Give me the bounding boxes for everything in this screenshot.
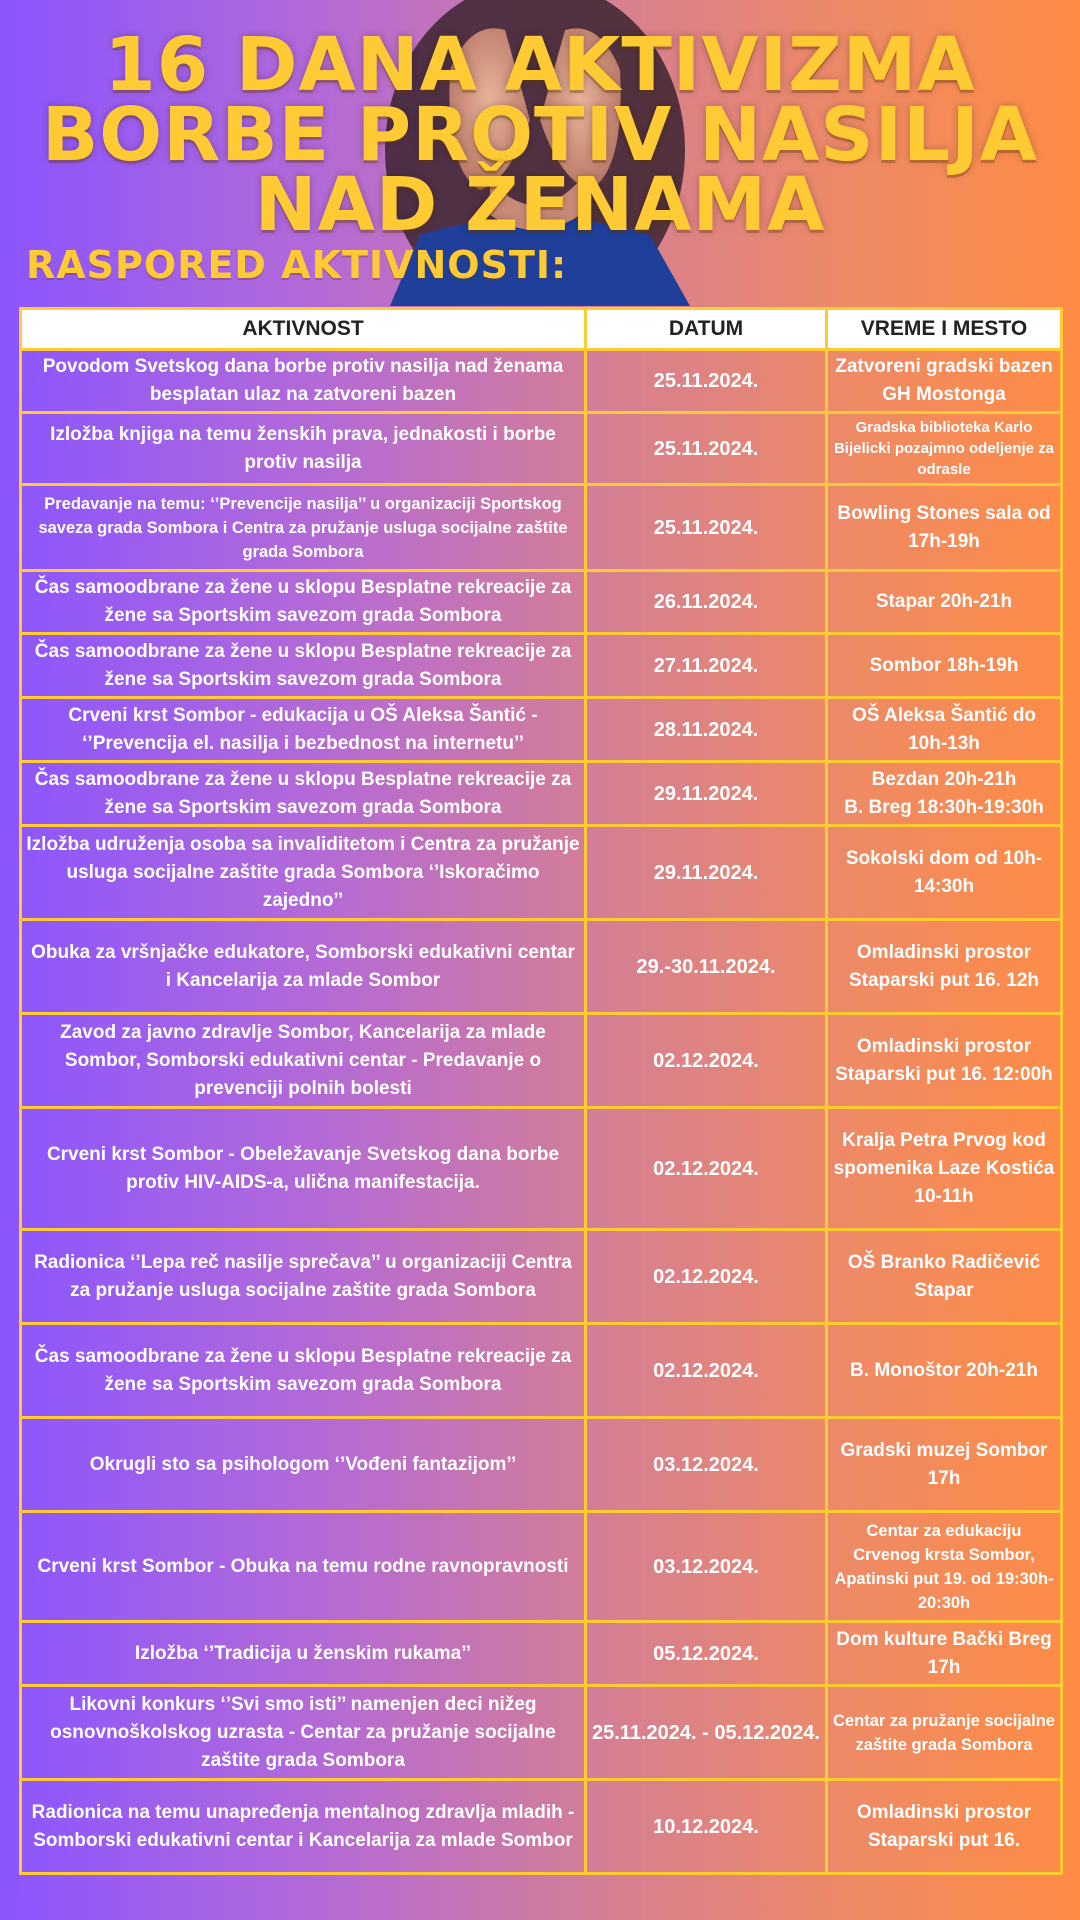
place-cell: Omladinski prostor Staparski put 16. 12:00h: [827, 1014, 1062, 1108]
schedule-table: [19, 307, 1063, 1875]
page-title: [0, 22, 1080, 248]
date-cell: 25.11.2024.: [586, 350, 827, 413]
table-row: [21, 634, 1062, 698]
table-row: [21, 413, 1062, 485]
activity-cell: Radionica na temu unapređenja mentalnog zdravlja mladih - Somborski edukativni centar i Kancelarija za mlade Sombor: [21, 1780, 586, 1874]
place-cell: B. Monoštor 20h-21h: [827, 1324, 1062, 1418]
column-header-time-place: VREME I MESTO: [827, 309, 1062, 350]
place-cell: Bowling Stones sala od 17h-19h: [827, 485, 1062, 571]
activity-cell: Izložba ‘’Tradicija u ženskim rukama’’: [21, 1622, 586, 1686]
date-cell: 02.12.2024.: [586, 1108, 827, 1230]
date-cell: 27.11.2024.: [586, 634, 827, 698]
place-cell: Centar za edukaciju Crvenog krsta Sombor, Apatinski put 19. od 19:30h-20:30h: [827, 1512, 1062, 1622]
activity-cell: Povodom Svetskog dana borbe protiv nasilja nad ženama besplatan ulaz na zatvoreni bazen: [21, 350, 586, 413]
table-row: [21, 1780, 1062, 1874]
table-row: [21, 1512, 1062, 1622]
place-cell: Gradska biblioteka Karlo Bijelicki pozajmno odeljenje za odrasle: [827, 413, 1062, 485]
place-cell: Dom kulture Bački Breg 17h: [827, 1622, 1062, 1686]
activity-cell: Okrugli sto sa psihologom ‘’Vođeni fantazijom’’: [21, 1418, 586, 1512]
activity-cell: Obuka za vršnjačke edukatore, Somborski edukativni centar i Kancelarija za mlade Sombor: [21, 920, 586, 1014]
place-cell: OŠ Branko Radičević Stapar: [827, 1230, 1062, 1324]
date-cell: 10.12.2024.: [586, 1780, 827, 1874]
schedule-heading: RASPORED AKTIVNOSTI:: [26, 243, 568, 287]
column-header-activity: AKTIVNOST: [21, 309, 586, 350]
table-row: [21, 826, 1062, 920]
activity-cell: Čas samoodbrane za žene u sklopu Besplatne rekreacije za žene sa Sportskim savezom grada Sombora: [21, 762, 586, 826]
title-line-3: NAD ŽENAMA: [254, 162, 826, 248]
activity-cell: Čas samoodbrane za žene u sklopu Besplatne rekreacije za žene sa Sportskim savezom grada Sombora: [21, 1324, 586, 1418]
date-cell: 03.12.2024.: [586, 1418, 827, 1512]
place-cell: Bezdan 20h-21h B. Breg 18:30h-19:30h: [827, 762, 1062, 826]
table-row: [21, 485, 1062, 571]
table-row: [21, 698, 1062, 762]
date-cell: 25.11.2024. - 05.12.2024.: [586, 1686, 827, 1780]
table-header-row: [21, 309, 1062, 350]
date-cell: 03.12.2024.: [586, 1512, 827, 1622]
activity-cell: Zavod za javno zdravlje Sombor, Kancelarija za mlade Sombor, Somborski edukativni centar - Predavanje o prevenciji polnih bolesti: [21, 1014, 586, 1108]
place-cell: Stapar 20h-21h: [827, 571, 1062, 634]
place-cell: Zatvoreni gradski bazen GH Mostonga: [827, 350, 1062, 413]
table-row: [21, 1418, 1062, 1512]
activity-cell: Izložba udruženja osoba sa invaliditetom i Centra za pružanje usluga socijalne zaštite grada Sombora ‘’Iskoračimo zajedno’’: [21, 826, 586, 920]
place-cell: Gradski muzej Sombor 17h: [827, 1418, 1062, 1512]
activity-cell: Čas samoodbrane za žene u sklopu Besplatne rekreacije za žene sa Sportskim savezom grada Sombora: [21, 634, 586, 698]
column-header-date: DATUM: [586, 309, 827, 350]
table-row: [21, 1230, 1062, 1324]
date-cell: 29.11.2024.: [586, 826, 827, 920]
activity-cell: Izložba knjiga na temu ženskih prava, jednakosti i borbe protiv nasilja: [21, 413, 586, 485]
table-row: [21, 1622, 1062, 1686]
date-cell: 25.11.2024.: [586, 413, 827, 485]
date-cell: 02.12.2024.: [586, 1230, 827, 1324]
table-row: [21, 1686, 1062, 1780]
date-cell: 02.12.2024.: [586, 1324, 827, 1418]
place-cell: Kralja Petra Prvog kod spomenika Laze Kostića 10-11h: [827, 1108, 1062, 1230]
activity-cell: Čas samoodbrane za žene u sklopu Besplatne rekreacije za žene sa Sportskim savezom grada Sombora: [21, 571, 586, 634]
date-cell: 29.-30.11.2024.: [586, 920, 827, 1014]
place-cell: Centar za pružanje socijalne zaštite grada Sombora: [827, 1686, 1062, 1780]
activity-cell: Radionica ‘’Lepa reč nasilje sprečava’’ u organizaciji Centra za pružanje usluga socijalne zaštite grada Sombora: [21, 1230, 586, 1324]
activity-cell: Likovni konkurs ‘’Svi smo isti’’ namenjen deci nižeg osnovnoškolskog uzrasta - Centar za pružanje socijalne zaštite grada Sombora: [21, 1686, 586, 1780]
title-line-1: 16 DANA AKTIVIZMA: [104, 22, 976, 108]
place-cell: Omladinski prostor Staparski put 16.: [827, 1780, 1062, 1874]
date-cell: 02.12.2024.: [586, 1014, 827, 1108]
table-row: [21, 1108, 1062, 1230]
activity-cell: Crveni krst Sombor - edukacija u OŠ Aleksa Šantić - ‘’Prevencija el. nasilja i bezbednost na internetu’’: [21, 698, 586, 762]
date-cell: 28.11.2024.: [586, 698, 827, 762]
place-cell: OŠ Aleksa Šantić do 10h-13h: [827, 698, 1062, 762]
activity-cell: Crveni krst Sombor - Obuka na temu rodne ravnopravnosti: [21, 1512, 586, 1622]
date-cell: 05.12.2024.: [586, 1622, 827, 1686]
date-cell: 25.11.2024.: [586, 485, 827, 571]
place-cell: Omladinski prostor Staparski put 16. 12h: [827, 920, 1062, 1014]
date-cell: 26.11.2024.: [586, 571, 827, 634]
activity-cell: Crveni krst Sombor - Obeležavanje Svetskog dana borbe protiv HIV-AIDS-a, ulična manifestacija.: [21, 1108, 586, 1230]
date-cell: 29.11.2024.: [586, 762, 827, 826]
table-row: [21, 571, 1062, 634]
activity-cell: Predavanje na temu: ‘’Prevencije nasilja’’ u organizaciji Sportskog saveza grada Sombora i Centra za pružanje usluga socijalne zaštite grada Sombora: [21, 485, 586, 571]
table-row: [21, 350, 1062, 413]
title-line-2: BORBE PROTIV NASILJA: [41, 92, 1039, 178]
table-row: [21, 1014, 1062, 1108]
table-row: [21, 920, 1062, 1014]
place-cell: Sokolski dom od 10h-14:30h: [827, 826, 1062, 920]
place-cell: Sombor 18h-19h: [827, 634, 1062, 698]
table-row: [21, 762, 1062, 826]
table-row: [21, 1324, 1062, 1418]
